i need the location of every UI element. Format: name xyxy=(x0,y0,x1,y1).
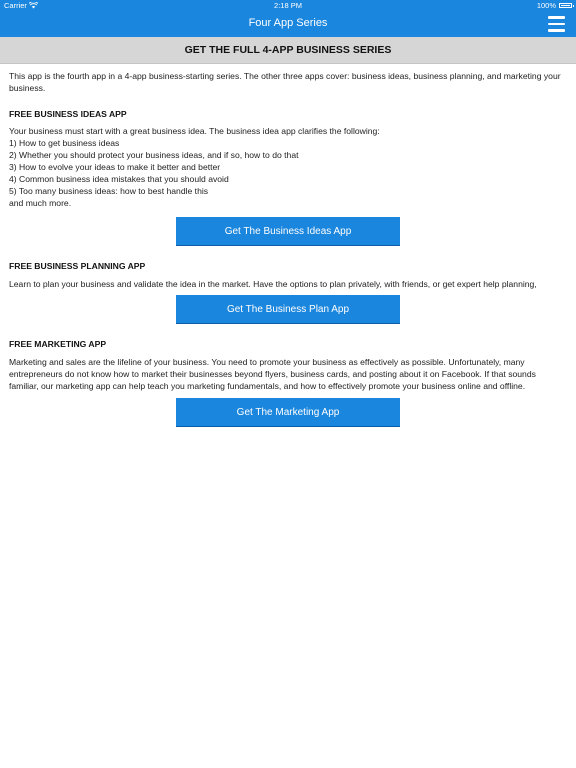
intro-text: This app is the fourth app in a 4-app business-starting series. The other three apps cover: business ideas, business planning, and marketing your business. xyxy=(9,71,561,93)
ideas-line: 1) How to get business ideas xyxy=(9,138,120,148)
get-business-ideas-app-button[interactable]: Get The Business Ideas App xyxy=(176,217,400,246)
get-marketing-app-button[interactable]: Get The Marketing App xyxy=(176,398,400,427)
nav-title: Four App Series xyxy=(248,17,328,29)
ideas-line: Your business must start with a great business idea. The business idea app clarifies the following: xyxy=(9,126,380,136)
navigation-bar xyxy=(0,0,576,37)
hamburger-menu-icon[interactable] xyxy=(548,16,565,32)
carrier-label: Carrier xyxy=(4,1,27,10)
ideas-line: 4) Common business idea mistakes that you should avoid xyxy=(9,174,229,184)
planning-heading: FREE BUSINESS PLANNING APP xyxy=(9,261,146,271)
ideas-line: 5) Too many business ideas: how to best handle this xyxy=(9,186,209,196)
ideas-line: 3) How to evolve your ideas to make it better and better xyxy=(9,162,221,172)
status-bar xyxy=(0,0,576,12)
status-time: 2:18 PM xyxy=(274,1,302,10)
series-banner: GET THE FULL 4-APP BUSINESS SERIES xyxy=(0,37,576,64)
get-business-plan-app-button[interactable]: Get The Business Plan App xyxy=(176,295,400,324)
planning-description: Learn to plan your business and validate the idea in the market. Have the options to plan privately, with friends, or get expert help planning, xyxy=(9,279,537,289)
marketing-heading: FREE MARKETING APP xyxy=(9,339,107,349)
battery-icon xyxy=(559,3,572,8)
ideas-heading: FREE BUSINESS IDEAS APP xyxy=(9,109,127,119)
ideas-description xyxy=(9,125,567,209)
ideas-line: and much more. xyxy=(9,198,72,208)
marketing-description: Marketing and sales are the lifeline of your business. You need to promote your business as effectively as possible. Unfortunately, many entrepreneurs do not know how to market their businesses beyond flyers, business cards, and posting about it on Facebook. If that sounds familiar, our marketing app can help teach you marketing fundamentals, and how to effectively promote your business online and offline. xyxy=(9,357,536,391)
ideas-line: 2) Whether you should protect your business ideas, and if so, how to do that xyxy=(9,150,299,160)
battery-percentage: 100% xyxy=(536,1,556,10)
